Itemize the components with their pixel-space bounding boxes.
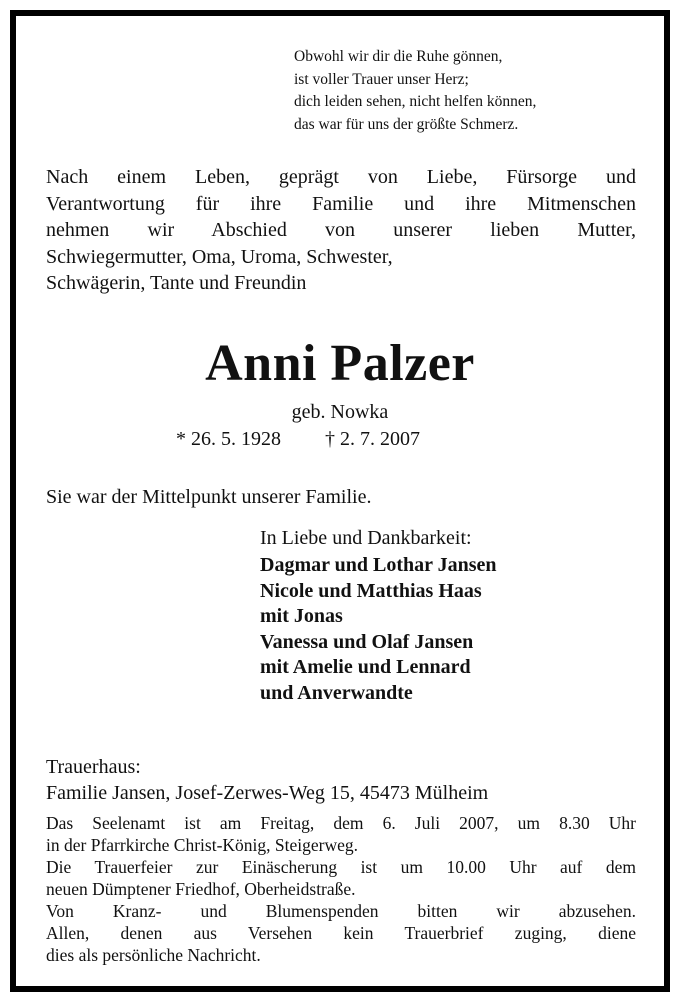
note-line: Allen, denen aus Versehen kein Trauerbrief zuging, diene: [46, 923, 636, 943]
mourners-intro: In Liebe und Dankbarkeit:: [260, 527, 472, 549]
birth-date: * 26. 5. 1928: [176, 428, 281, 450]
poem-line: dich leiden sehen, nicht helfen können,: [294, 93, 537, 110]
mourner-name: Nicole und Matthias Haas: [260, 579, 482, 602]
note-line: in der Pfarrkirche Christ-König, Steigerweg.: [46, 835, 359, 855]
mourner-name: mit Jonas: [260, 605, 343, 627]
center-statement: Sie war der Mittelpunkt unserer Familie.: [46, 486, 372, 508]
poem: [294, 46, 536, 136]
intro-line: Schwägerin, Tante und Freundin: [46, 272, 307, 294]
note-line: Die Trauerfeier zur Einäscherung ist um 10.00 Uhr auf dem: [46, 857, 636, 877]
life-dates: [176, 426, 420, 452]
intro-line: Nach einem Leben, geprägt von Liebe, Fürsorge und: [46, 166, 636, 188]
maiden-name: geb. Nowka: [291, 401, 389, 423]
note-line: Von Kranz- und Blumenspenden bitten wir abzusehen.: [46, 901, 636, 921]
note-line: dies als persönliche Nachricht.: [46, 945, 261, 965]
death-date: † 2. 7. 2007: [325, 428, 420, 450]
mourner-name: mit Amelie und Lennard: [260, 656, 471, 678]
intro-line: Verantwortung für ihre Familie und ihre Mitmenschen: [46, 192, 636, 215]
poem-line: das war für uns der größte Schmerz.: [294, 115, 519, 133]
intro-paragraph: [46, 164, 636, 297]
mourner-name: Dagmar und Lothar Jansen: [260, 554, 497, 576]
mourning-house-address: Familie Jansen, Josef-Zerwes-Weg 15, 45473 Mülheim: [46, 782, 489, 804]
note-line: neuen Dümptener Friedhof, Oberheidstraße.: [46, 879, 356, 899]
mourner-name: und Anverwandte: [260, 681, 413, 704]
intro-line: nehmen wir Abschied von unserer lieben Mutter,: [46, 219, 636, 241]
deceased-name: Anni Palzer: [205, 335, 475, 392]
mourners-list: [260, 553, 497, 706]
service-notes: [46, 812, 636, 966]
poem-line: Obwohl wir dir die Ruhe gönnen,: [294, 48, 503, 65]
mourner-name: Vanessa und Olaf Jansen: [260, 630, 474, 653]
intro-line: Schwiegermutter, Oma, Uroma, Schwester,: [46, 245, 393, 268]
obituary-frame: [10, 10, 670, 992]
poem-line: ist voller Trauer unser Herz;: [294, 70, 469, 88]
note-line: Das Seelenamt ist am Freitag, dem 6. Juli 2007, um 8.30 Uhr: [46, 813, 636, 833]
mourning-house-label: Trauerhaus:: [46, 756, 141, 778]
